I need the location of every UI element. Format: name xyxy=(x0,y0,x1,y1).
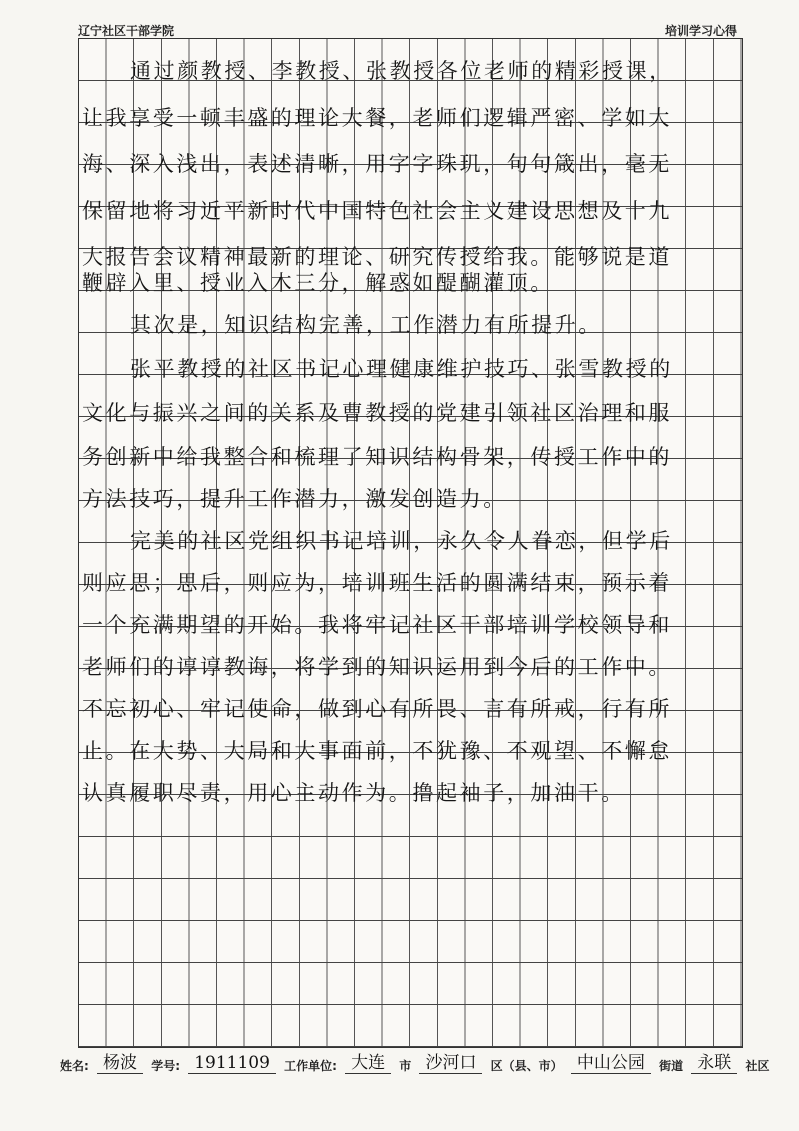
text-line-18: 认真履职尽责，用心主动作为。撸起袖子，加油干。 xyxy=(82,781,625,805)
text-line-1: 通过颜教授、李教授、张教授各位老师的精彩授课， xyxy=(130,59,673,83)
work-unit-label: 工作单位: xyxy=(284,1059,337,1073)
text-line-3: 海、深入浅出，表述清晰，用字字珠玑，句句箴出，毫无 xyxy=(82,152,672,176)
text-line-5: 大报告会议精神最新的理论、研究传授给我。能够说是道 xyxy=(82,245,672,269)
text-line-8: 张平教授的社区书记心理健康维护技巧、张雪教授的 xyxy=(130,357,673,381)
city-suffix: 市 xyxy=(399,1059,412,1073)
community-value: 永联 xyxy=(691,1048,737,1074)
student-info-footer xyxy=(60,1048,770,1073)
district-value: 沙河口 xyxy=(419,1048,482,1074)
institution-header: 辽宁社区干部学院 xyxy=(78,24,175,38)
text-line-9: 文化与振兴之间的关系及曹教授的党建引领社区治理和服 xyxy=(82,401,672,425)
text-line-11: 方法技巧，提升工作潜力，激发创造力。 xyxy=(82,487,507,511)
text-line-2: 让我享受一顿丰盛的理论大餐，老师们逻辑严密、学如大 xyxy=(82,106,672,130)
text-line-12: 完美的社区党组织书记培训，永久令人眷恋，但学后 xyxy=(130,529,673,553)
student-id-label: 学号: xyxy=(151,1059,180,1073)
street-suffix: 街道 xyxy=(659,1059,684,1073)
name-label: 姓名: xyxy=(60,1059,89,1073)
student-name: 杨波 xyxy=(97,1048,143,1074)
street-value: 中山公园 xyxy=(571,1048,651,1074)
text-line-15: 老师们的谆谆教诲，将学到的知识运用到今后的工作中。 xyxy=(82,655,672,679)
district-suffix: 区（县、市） xyxy=(490,1059,563,1073)
text-line-14: 一个充满期望的开始。我将牢记社区干部培训学校领导和 xyxy=(82,613,672,637)
community-suffix: 社区 xyxy=(745,1059,770,1073)
text-line-10: 务创新中给我整合和梳理了知识结构骨架，传授工作中的 xyxy=(82,445,672,469)
text-line-13: 则应思；思后，则应为，培训班生活的圆满结束，预示着 xyxy=(82,571,672,595)
text-line-7: 其次是，知识结构完善，工作潜力有所提升。 xyxy=(130,313,602,337)
document-type-header: 培训学习心得 xyxy=(664,24,737,38)
city-value: 大连 xyxy=(345,1048,391,1074)
text-line-6: 鞭辟入里、授业入木三分，解惑如醍醐灌顶。 xyxy=(82,271,554,295)
text-line-17: 止。在大势、大局和大事面前，不犹豫、不观望、不懈怠 xyxy=(82,739,672,763)
text-line-4: 保留地将习近平新时代中国特色社会主义建设思想及十九 xyxy=(82,199,672,223)
student-id: 1911109 xyxy=(188,1053,276,1074)
text-line-16: 不忘初心、牢记使命，做到心有所畏、言有所戒，行有所 xyxy=(82,697,672,721)
